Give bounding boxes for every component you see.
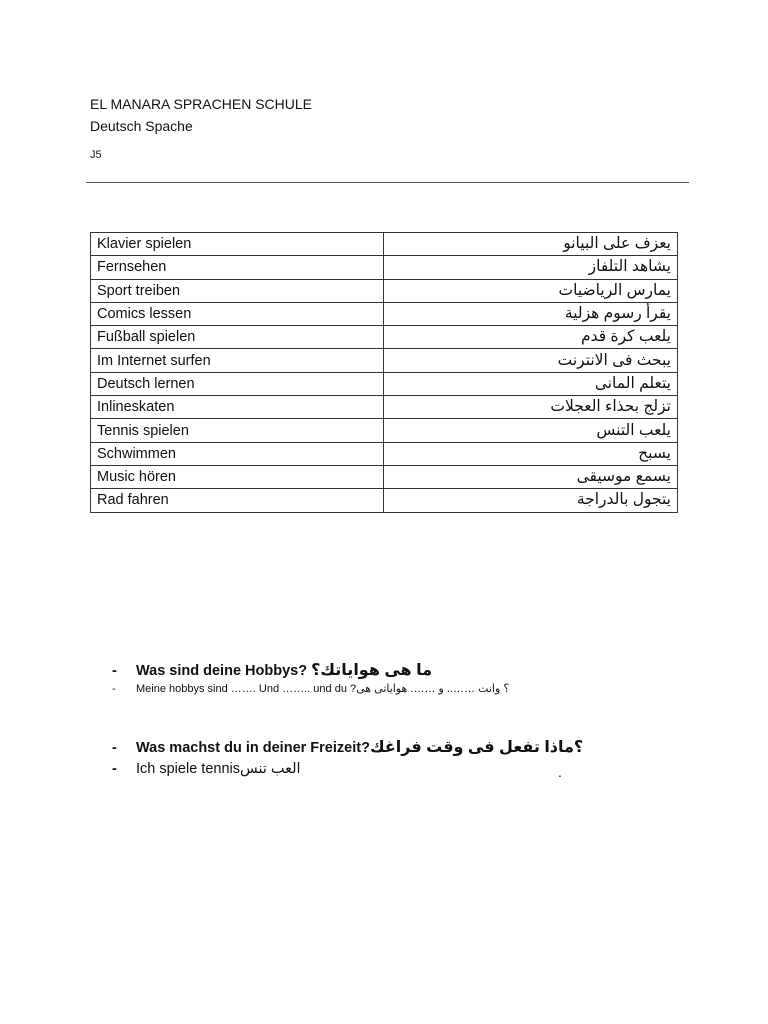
table-row (91, 372, 678, 395)
arabic-translation: يشاهد التلفاز (384, 256, 678, 279)
german-term: Inlineskaten (91, 396, 384, 419)
answer-template-hobbys (112, 682, 509, 695)
question-hobbys-de: Was sind deine Hobbys? (136, 663, 312, 679)
bullet-dash: - (112, 683, 116, 695)
german-term: Comics lessen (91, 302, 384, 325)
question-freizeit (112, 737, 583, 757)
question-freizeit-ar: ؟ماذا تفعل فى وقت فراغك (369, 739, 584, 756)
bullet-dash: - (112, 663, 117, 679)
arabic-translation: يلعب كرة قدم (384, 326, 678, 349)
bullet-dash: - (112, 761, 117, 777)
table-row (91, 349, 678, 372)
school-name: EL MANARA SPRACHEN SCHULE (90, 96, 312, 112)
question-freizeit-de: Was machst du in deiner Freizeit? (136, 740, 370, 756)
table-row (91, 302, 678, 325)
arabic-translation: يعزف على البيانو (384, 233, 678, 256)
header-divider (86, 182, 689, 183)
table-row (91, 442, 678, 465)
subject-title: Deutsch Spache (90, 118, 193, 134)
question-hobbys (112, 660, 432, 680)
arabic-translation: يبحث فى الانترنت (384, 349, 678, 372)
german-term: Fernsehen (91, 256, 384, 279)
class-label: J5 (90, 149, 102, 161)
arabic-translation: يتجول بالدراجة (384, 489, 678, 512)
answer-example-de: Ich spiele tennis (136, 761, 240, 777)
arabic-translation: يلعب التنس (384, 419, 678, 442)
german-term: Sport treiben (91, 279, 384, 302)
table-row (91, 489, 678, 512)
german-term: Music hören (91, 465, 384, 488)
german-term: Tennis spielen (91, 419, 384, 442)
german-term: Deutsch lernen (91, 372, 384, 395)
arabic-translation: يقرأ رسوم هزلية (384, 302, 678, 325)
table-row (91, 233, 678, 256)
table-row (91, 256, 678, 279)
vocabulary-table (90, 232, 678, 513)
answer-example-ar: العب تنس (239, 761, 301, 777)
answer-template-text: Meine hobbys sind ……. Und …….. und du ?؟ وانت …….. و ……. هواياتى هى (136, 683, 510, 695)
arabic-translation: يمارس الرياضيات (384, 279, 678, 302)
answer-end-dot: . (558, 764, 562, 780)
table-row (91, 419, 678, 442)
table-row (91, 465, 678, 488)
german-term: Im Internet surfen (91, 349, 384, 372)
arabic-translation: يسمع موسيقى (384, 465, 678, 488)
german-term: Klavier spielen (91, 233, 384, 256)
question-hobbys-ar: ما هى هواياتك؟ (311, 662, 433, 679)
document-header (90, 94, 312, 162)
arabic-translation: تزلج بحذاء العجلات (384, 396, 678, 419)
german-term: Fußball spielen (91, 326, 384, 349)
arabic-translation: يتعلم المانى (384, 372, 678, 395)
german-term: Rad fahren (91, 489, 384, 512)
table-row (91, 326, 678, 349)
table-row (91, 279, 678, 302)
arabic-translation: يسبح (384, 442, 678, 465)
german-term: Schwimmen (91, 442, 384, 465)
table-row (91, 396, 678, 419)
bullet-dash: - (112, 740, 117, 756)
answer-example-freizeit (112, 761, 301, 777)
